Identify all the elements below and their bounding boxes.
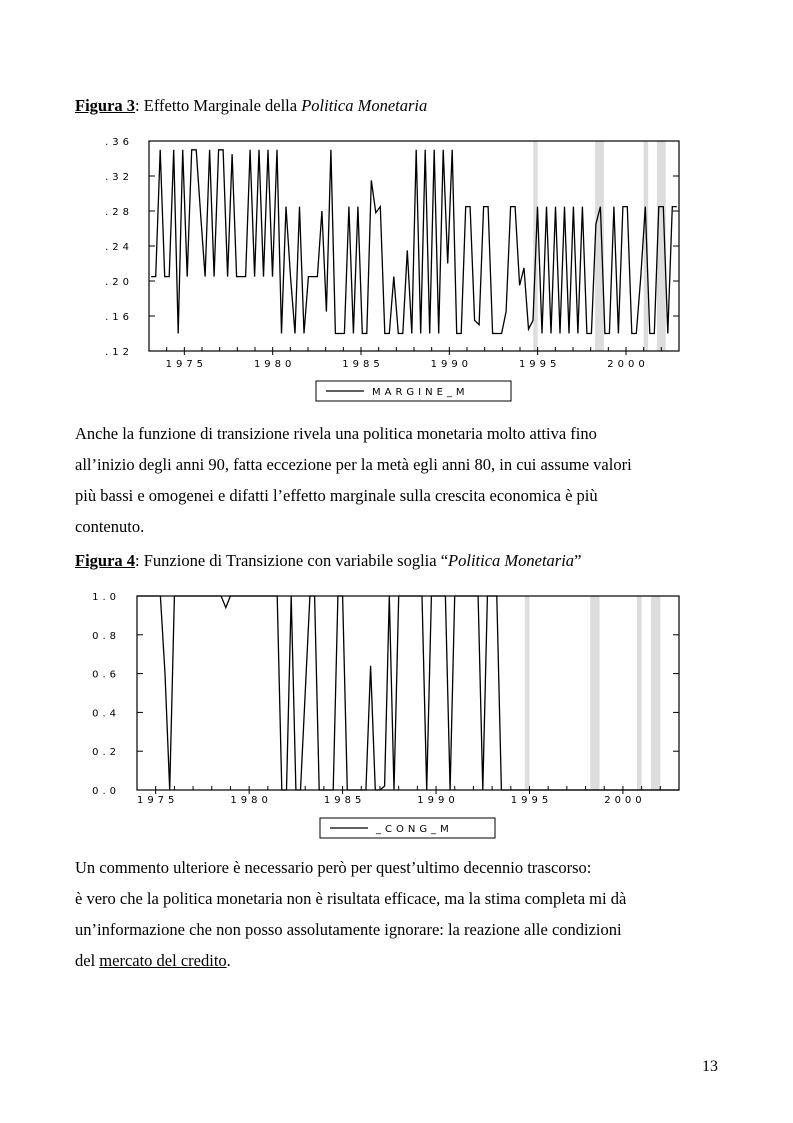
- credit-market-term: mercato del credito: [99, 951, 227, 970]
- legend-label: _CONG_M: [376, 824, 453, 835]
- x-tick-label: 1980: [253, 359, 296, 370]
- y-tick-label: .24: [105, 242, 133, 253]
- x-tick-label: 1990: [417, 795, 459, 806]
- y-tick-label: .28: [105, 207, 133, 218]
- figure4-caption-end: ”: [574, 551, 582, 570]
- x-tick-label: 1990: [430, 359, 473, 370]
- shaded-period: [525, 596, 530, 790]
- paragraph-1-line: più bassi e omogenei e difatti l’effetto marginale sulla crescita economica è più: [75, 486, 598, 505]
- paragraph-2-line: è vero che la politica monetaria non è risultata efficace, ma la stima completa mi dà: [75, 889, 627, 908]
- y-tick-label: 1.0: [92, 592, 120, 603]
- y-tick-label: 0.4: [92, 708, 120, 720]
- paragraph-1-line: all’inizio degli anni 90, fatta eccezione per la metà egli anni 80, in cui assume valori: [75, 455, 632, 474]
- y-tick-label: .36: [105, 137, 133, 148]
- x-tick-label: 1985: [342, 359, 384, 370]
- x-tick-label: 2000: [607, 359, 649, 370]
- x-tick-label: 1975: [165, 359, 208, 370]
- shaded-period: [637, 596, 642, 790]
- legend-label: MARGINE_M: [372, 387, 469, 398]
- y-tick-label: 0.0: [92, 786, 120, 797]
- y-tick-label: .16: [105, 312, 133, 323]
- paragraph-2-line: un’informazione che non posso assolutamente ignorare: la reazione alle condizioni: [75, 920, 622, 939]
- x-tick-label: 1995: [510, 795, 553, 806]
- paragraph-2-suffix: .: [226, 951, 231, 970]
- x-tick-label: 1985: [323, 795, 366, 806]
- paragraph-1-line: Anche la funzione di transizione rivela una politica monetaria molto attiva fino: [75, 424, 597, 443]
- paragraph-2: [75, 858, 735, 982]
- page-number: 13: [702, 1058, 718, 1075]
- shaded-period: [651, 596, 660, 790]
- x-tick-label: 1980: [230, 795, 272, 806]
- figure4-label: Figura 4: [75, 551, 136, 570]
- y-tick-label: .32: [105, 172, 133, 183]
- x-tick-label: 1995: [518, 359, 561, 370]
- paragraph-1-line: contenuto.: [75, 517, 145, 536]
- x-tick-label: 1975: [136, 795, 179, 806]
- figure4-caption-text: : Funzione di Transizione con variabile soglia “: [135, 551, 449, 570]
- y-tick-label: .12: [105, 347, 133, 358]
- y-tick-label: 0.6: [92, 669, 120, 681]
- y-tick-label: .20: [105, 277, 133, 288]
- shaded-period: [590, 596, 599, 790]
- figure3-label: Figura 3: [75, 96, 136, 115]
- paragraph-2-prefix: del: [75, 951, 100, 970]
- figure3-caption-italic: Politica Monetaria: [301, 96, 428, 115]
- paragraph-2-last-line: [75, 951, 735, 982]
- y-tick-label: 0.2: [92, 747, 120, 759]
- y-tick-label: 0.8: [92, 630, 120, 642]
- figure4-caption-italic: Politica Monetaria: [448, 551, 575, 570]
- x-tick-label: 2000: [604, 795, 646, 806]
- figure3-caption-text: : Effetto Marginale della: [135, 96, 302, 115]
- paragraph-2-line: Un commento ulteriore è necessario però per quest’ultimo decennio trascorso:: [75, 858, 592, 877]
